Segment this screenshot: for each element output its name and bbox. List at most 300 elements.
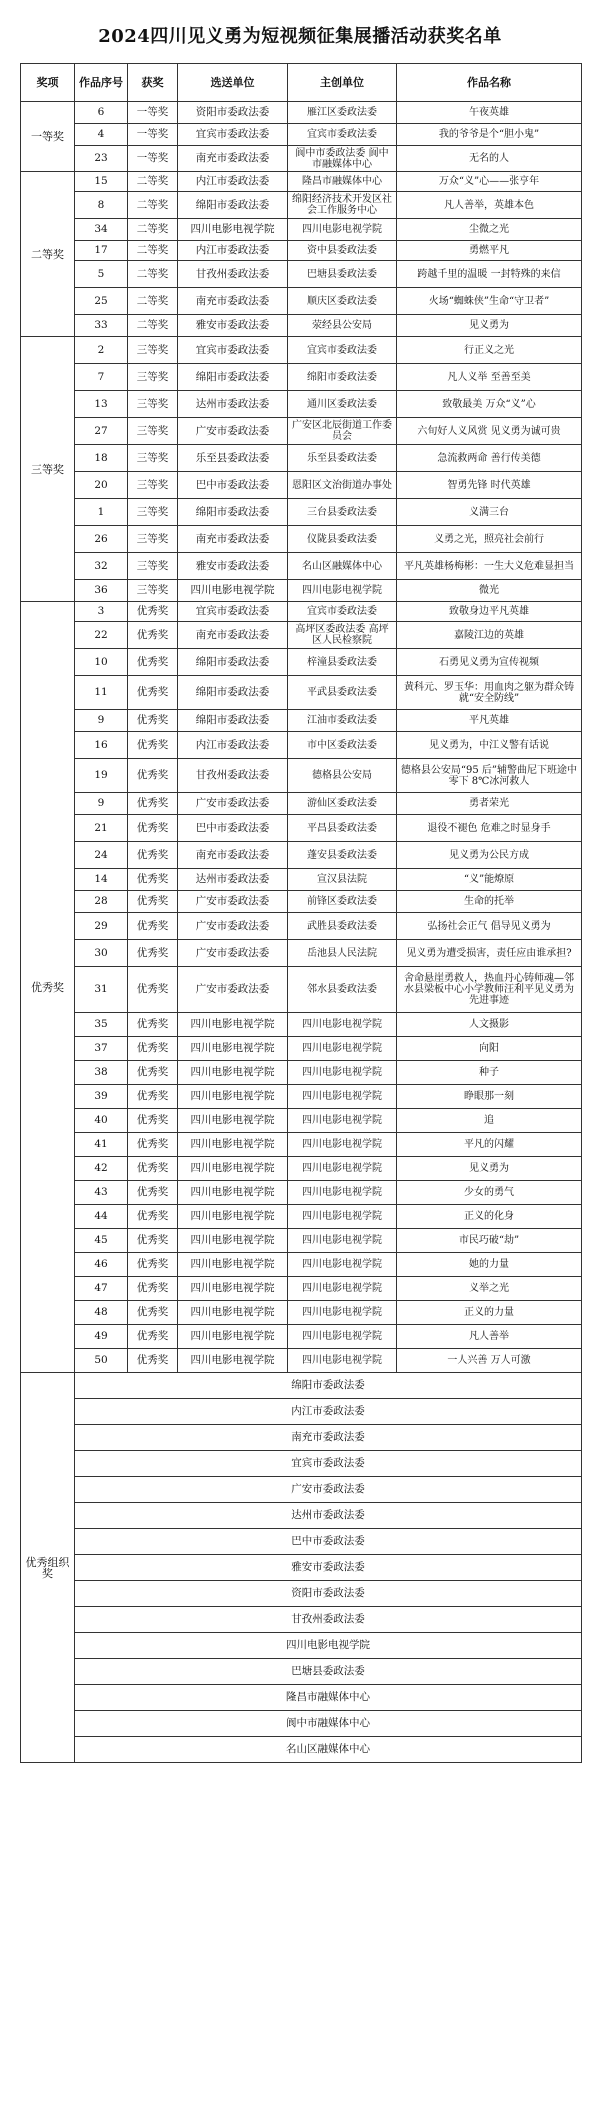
title-cell: 微光 [397,580,582,602]
award-cell: 优秀奖 [128,710,178,732]
number-cell: 33 [75,315,128,337]
title-cell: 急流救两命 善行传美德 [397,445,582,472]
submitter-cell: 四川电影电视学院 [178,1061,288,1085]
title-cell: 退役不褪色 危难之时显身手 [397,815,582,842]
award-cell: 优秀奖 [128,815,178,842]
title-cell: 智勇先锋 时代英雄 [397,472,582,499]
creator-cell: 四川电影电视学院 [288,1325,397,1349]
award-cell: 一等奖 [128,146,178,172]
org-unit-cell: 南充市委政法委 [75,1425,582,1451]
title-cell: 无名的人 [397,146,582,172]
award-cell: 三等奖 [128,472,178,499]
table-row [21,891,582,913]
org-award-row [21,1607,582,1633]
award-cell: 优秀奖 [128,1133,178,1157]
table-row [21,1013,582,1037]
award-cell: 一等奖 [128,124,178,146]
number-cell: 29 [75,913,128,940]
table-row [21,1205,582,1229]
award-cell: 二等奖 [128,241,178,261]
table-row [21,102,582,124]
submitter-cell: 四川电影电视学院 [178,1349,288,1373]
table-row [21,288,582,315]
table-row [21,261,582,288]
award-cell: 优秀奖 [128,1253,178,1277]
org-award-row [21,1373,582,1399]
award-cell: 优秀奖 [128,1325,178,1349]
header-creator: 主创单位 [288,64,397,102]
number-cell: 26 [75,526,128,553]
title-cell: 凡人义举 至善至美 [397,364,582,391]
number-cell: 16 [75,732,128,759]
creator-cell: 三台县委政法委 [288,499,397,526]
award-cell: 三等奖 [128,553,178,580]
submitter-cell: 南充市委政法委 [178,526,288,553]
table-row [21,676,582,710]
number-cell: 20 [75,472,128,499]
number-cell: 32 [75,553,128,580]
creator-cell: 蓬安县委政法委 [288,842,397,869]
submitter-cell: 绵阳市委政法委 [178,710,288,732]
number-cell: 10 [75,649,128,676]
number-cell: 27 [75,418,128,445]
number-cell: 11 [75,676,128,710]
title-cell: 生命的托举 [397,891,582,913]
page-title: 2024四川见义勇为短视频征集展播活动获奖名单 [98,26,502,47]
title-cell: 追 [397,1109,582,1133]
submitter-cell: 甘孜州委政法委 [178,759,288,793]
submitter-cell: 宜宾市委政法委 [178,124,288,146]
creator-cell: 阆中市委政法委 阆中市融媒体中心 [288,146,397,172]
creator-cell: 高坪区委政法委 高坪区人民检察院 [288,622,397,649]
award-cell: 三等奖 [128,580,178,602]
category-cell: 三等奖 [21,337,75,602]
submitter-cell: 四川电影电视学院 [178,580,288,602]
title-cell: 平凡英雄杨梅彬：一生大义危难显担当 [397,553,582,580]
table-row [21,710,582,732]
submitter-cell: 四川电影电视学院 [178,1013,288,1037]
creator-cell: 四川电影电视学院 [288,580,397,602]
number-cell: 37 [75,1037,128,1061]
number-cell: 44 [75,1205,128,1229]
org-unit-cell: 隆昌市融媒体中心 [75,1685,582,1711]
table-row [21,364,582,391]
number-cell: 43 [75,1181,128,1205]
creator-cell: 荥经县公安局 [288,315,397,337]
org-award-row [21,1399,582,1425]
creator-cell: 德格县公安局 [288,759,397,793]
title-cell: 舍命悬崖勇救人，热血丹心铸师魂—邻水县梁板中心小学教师汪利平见义勇为先进事迹 [397,967,582,1013]
org-award-row [21,1451,582,1477]
creator-cell: 绵阳市委政法委 [288,364,397,391]
number-cell: 30 [75,940,128,967]
number-cell: 47 [75,1277,128,1301]
title-cell: 正义的化身 [397,1205,582,1229]
submitter-cell: 四川电影电视学院 [178,1157,288,1181]
creator-cell: 四川电影电视学院 [288,1133,397,1157]
creator-cell: 四川电影电视学院 [288,1229,397,1253]
submitter-cell: 绵阳市委政法委 [178,676,288,710]
header-award: 获奖 [128,64,178,102]
header-row [21,64,582,102]
submitter-cell: 四川电影电视学院 [178,1037,288,1061]
title-cell: 火场“蜘蛛侠”生命“守卫者” [397,288,582,315]
number-cell: 38 [75,1061,128,1085]
submitter-cell: 绵阳市委政法委 [178,499,288,526]
number-cell: 46 [75,1253,128,1277]
award-cell: 一等奖 [128,102,178,124]
title-cell: 义举之光 [397,1277,582,1301]
submitter-cell: 内江市委政法委 [178,241,288,261]
submitter-cell: 广安市委政法委 [178,940,288,967]
award-cell: 三等奖 [128,526,178,553]
org-award-row [21,1633,582,1659]
number-cell: 6 [75,102,128,124]
title-cell: 正义的力量 [397,1301,582,1325]
table-row [21,1181,582,1205]
title-cell: 见义勇为遭受损害，责任应由谁承担? [397,940,582,967]
table-row [21,793,582,815]
award-cell: 优秀奖 [128,1349,178,1373]
table-row [21,172,582,192]
submitter-cell: 四川电影电视学院 [178,1253,288,1277]
creator-cell: 四川电影电视学院 [288,1181,397,1205]
submitter-cell: 广安市委政法委 [178,891,288,913]
number-cell: 9 [75,710,128,732]
title-cell: 跨越千里的温暖 一封特殊的来信 [397,261,582,288]
org-unit-cell: 绵阳市委政法委 [75,1373,582,1399]
creator-cell: 绵阳经济技术开发区社会工作服务中心 [288,192,397,219]
creator-cell: 四川电影电视学院 [288,1157,397,1181]
creator-cell: 通川区委政法委 [288,391,397,418]
creator-cell: 平昌县委政法委 [288,815,397,842]
submitter-cell: 四川电影电视学院 [178,1325,288,1349]
table-row [21,192,582,219]
award-cell: 优秀奖 [128,759,178,793]
table-row [21,445,582,472]
org-award-row [21,1477,582,1503]
org-unit-cell: 甘孜州委政法委 [75,1607,582,1633]
award-cell: 二等奖 [128,192,178,219]
number-cell: 18 [75,445,128,472]
submitter-cell: 四川电影电视学院 [178,1109,288,1133]
table-row [21,1253,582,1277]
table-row [21,602,582,622]
award-cell: 优秀奖 [128,1301,178,1325]
number-cell: 35 [75,1013,128,1037]
creator-cell: 四川电影电视学院 [288,1253,397,1277]
submitter-cell: 达州市委政法委 [178,391,288,418]
submitter-cell: 内江市委政法委 [178,172,288,192]
award-cell: 优秀奖 [128,793,178,815]
category-cell: 一等奖 [21,102,75,172]
submitter-cell: 乐至县委政法委 [178,445,288,472]
header-title: 作品名称 [397,64,582,102]
submitter-cell: 四川电影电视学院 [178,1205,288,1229]
number-cell: 31 [75,967,128,1013]
title-cell: 午夜英雄 [397,102,582,124]
header-number: 作品序号 [75,64,128,102]
org-unit-cell: 宜宾市委政法委 [75,1451,582,1477]
title-cell: 嘉陵江边的英雄 [397,622,582,649]
title-cell: 勇者荣光 [397,793,582,815]
award-cell: 三等奖 [128,364,178,391]
title-cell: 睁眼那一刻 [397,1085,582,1109]
submitter-cell: 巴中市委政法委 [178,815,288,842]
org-award-row [21,1737,582,1763]
category-cell: 二等奖 [21,172,75,337]
award-table [20,63,582,1763]
title-cell: 致敬身边平凡英雄 [397,602,582,622]
table-row [21,815,582,842]
number-cell: 4 [75,124,128,146]
title-cell: 见义勇为，中江义警有话说 [397,732,582,759]
table-row [21,1277,582,1301]
title-cell: 向阳 [397,1037,582,1061]
title-cell: 行正义之光 [397,337,582,364]
table-row [21,967,582,1013]
submitter-cell: 宜宾市委政法委 [178,337,288,364]
submitter-cell: 雅安市委政法委 [178,315,288,337]
creator-cell: 宜宾市委政法委 [288,124,397,146]
award-cell: 优秀奖 [128,1013,178,1037]
table-row [21,649,582,676]
title-cell: 尘微之光 [397,219,582,241]
submitter-cell: 内江市委政法委 [178,732,288,759]
submitter-cell: 广安市委政法委 [178,793,288,815]
submitter-cell: 宜宾市委政法委 [178,602,288,622]
number-cell: 40 [75,1109,128,1133]
creator-cell: 邻水县委政法委 [288,967,397,1013]
org-unit-cell: 名山区融媒体中心 [75,1737,582,1763]
submitter-cell: 四川电影电视学院 [178,219,288,241]
table-row [21,1301,582,1325]
creator-cell: 隆昌市融媒体中心 [288,172,397,192]
creator-cell: 宜宾市委政法委 [288,337,397,364]
award-cell: 三等奖 [128,445,178,472]
org-unit-cell: 雅安市委政法委 [75,1555,582,1581]
title-cell: 少女的勇气 [397,1181,582,1205]
number-cell: 24 [75,842,128,869]
creator-cell: 游仙区委政法委 [288,793,397,815]
submitter-cell: 四川电影电视学院 [178,1133,288,1157]
creator-cell: 顺庆区委政法委 [288,288,397,315]
submitter-cell: 甘孜州委政法委 [178,261,288,288]
title-cell: “义”能燎原 [397,869,582,891]
table-row [21,472,582,499]
title-cell: 人文摄影 [397,1013,582,1037]
creator-cell: 四川电影电视学院 [288,1205,397,1229]
org-award-row [21,1425,582,1451]
title-cell: 平凡的闪耀 [397,1133,582,1157]
submitter-cell: 雅安市委政法委 [178,553,288,580]
table-row [21,1085,582,1109]
creator-cell: 四川电影电视学院 [288,1277,397,1301]
number-cell: 14 [75,869,128,891]
creator-cell: 仪陇县委政法委 [288,526,397,553]
award-cell: 优秀奖 [128,1109,178,1133]
award-cell: 优秀奖 [128,869,178,891]
award-cell: 二等奖 [128,172,178,192]
award-cell: 优秀奖 [128,676,178,710]
number-cell: 1 [75,499,128,526]
submitter-cell: 四川电影电视学院 [178,1085,288,1109]
title-cell: 致敬最美 万众“义”心 [397,391,582,418]
title-cell: 见义勇为 [397,315,582,337]
submitter-cell: 南充市委政法委 [178,288,288,315]
title-cell: 凡人善举 [397,1325,582,1349]
org-award-row [21,1581,582,1607]
award-cell: 优秀奖 [128,622,178,649]
number-cell: 39 [75,1085,128,1109]
title-cell: 凡人善举，英雄本色 [397,192,582,219]
number-cell: 25 [75,288,128,315]
award-cell: 优秀奖 [128,842,178,869]
number-cell: 22 [75,622,128,649]
creator-cell: 广安区北辰街道工作委员会 [288,418,397,445]
table-row [21,1229,582,1253]
creator-cell: 四川电影电视学院 [288,1061,397,1085]
creator-cell: 梓潼县委政法委 [288,649,397,676]
number-cell: 45 [75,1229,128,1253]
table-row [21,869,582,891]
creator-cell: 四川电影电视学院 [288,219,397,241]
table-row [21,913,582,940]
creator-cell: 江油市委政法委 [288,710,397,732]
number-cell: 15 [75,172,128,192]
table-body [21,102,582,1763]
table-row [21,418,582,445]
creator-cell: 雁江区委政法委 [288,102,397,124]
title-cell: 勇燃平凡 [397,241,582,261]
creator-cell: 巴塘县委政法委 [288,261,397,288]
title-cell: 见义勇为 [397,1157,582,1181]
org-award-row [21,1529,582,1555]
number-cell: 5 [75,261,128,288]
number-cell: 17 [75,241,128,261]
title-cell: 黄科元、罗玉华：用血肉之躯为群众铸就“安全防线” [397,676,582,710]
title-cell: 我的爷爷是个“胆小鬼” [397,124,582,146]
number-cell: 28 [75,891,128,913]
submitter-cell: 南充市委政法委 [178,622,288,649]
table-row [21,219,582,241]
org-unit-cell: 资阳市委政法委 [75,1581,582,1607]
award-cell: 二等奖 [128,288,178,315]
submitter-cell: 四川电影电视学院 [178,1277,288,1301]
table-row [21,1133,582,1157]
number-cell: 23 [75,146,128,172]
title-cell: 一人兴善 万人可激 [397,1349,582,1373]
number-cell: 9 [75,793,128,815]
award-cell: 二等奖 [128,261,178,288]
table-row [21,241,582,261]
number-cell: 36 [75,580,128,602]
org-award-row [21,1685,582,1711]
award-cell: 优秀奖 [128,1085,178,1109]
creator-cell: 四川电影电视学院 [288,1301,397,1325]
title-cell: 德格县公安局“95 后”辅警曲尼下班途中零下 8℃冰河救人 [397,759,582,793]
submitter-cell: 巴中市委政法委 [178,472,288,499]
creator-cell: 岳池县人民法院 [288,940,397,967]
org-unit-cell: 内江市委政法委 [75,1399,582,1425]
submitter-cell: 达州市委政法委 [178,869,288,891]
award-cell: 优秀奖 [128,1181,178,1205]
award-cell: 优秀奖 [128,940,178,967]
award-cell: 优秀奖 [128,967,178,1013]
award-cell: 优秀奖 [128,602,178,622]
award-cell: 优秀奖 [128,1229,178,1253]
title-cell: 石勇见义勇为宣传视频 [397,649,582,676]
submitter-cell: 四川电影电视学院 [178,1301,288,1325]
org-unit-cell: 广安市委政法委 [75,1477,582,1503]
title-cell: 万众“义”心——张亨年 [397,172,582,192]
award-cell: 优秀奖 [128,1157,178,1181]
table-row [21,1157,582,1181]
org-award-row [21,1555,582,1581]
header-submitter: 选送单位 [178,64,288,102]
creator-cell: 四川电影电视学院 [288,1085,397,1109]
award-cell: 优秀奖 [128,1037,178,1061]
table-row [21,146,582,172]
submitter-cell: 资阳市委政法委 [178,102,288,124]
table-row [21,1061,582,1085]
table-row [21,315,582,337]
creator-cell: 四川电影电视学院 [288,1349,397,1373]
creator-cell: 宣汉县法院 [288,869,397,891]
submitter-cell: 南充市委政法委 [178,842,288,869]
submitter-cell: 广安市委政法委 [178,967,288,1013]
table-row [21,526,582,553]
title-cell: 平凡英雄 [397,710,582,732]
title-cell: 义满三台 [397,499,582,526]
submitter-cell: 四川电影电视学院 [178,1181,288,1205]
org-unit-cell: 达州市委政法委 [75,1503,582,1529]
number-cell: 2 [75,337,128,364]
creator-cell: 四川电影电视学院 [288,1109,397,1133]
creator-cell: 平武县委政法委 [288,676,397,710]
number-cell: 48 [75,1301,128,1325]
table-row [21,759,582,793]
table-row [21,553,582,580]
table-row [21,842,582,869]
creator-cell: 前锋区委政法委 [288,891,397,913]
title-cell: 市民巧破“劫” [397,1229,582,1253]
award-cell: 三等奖 [128,418,178,445]
creator-cell: 宜宾市委政法委 [288,602,397,622]
creator-cell: 市中区委政法委 [288,732,397,759]
table-row [21,580,582,602]
award-cell: 二等奖 [128,219,178,241]
org-award-row [21,1659,582,1685]
submitter-cell: 绵阳市委政法委 [178,364,288,391]
table-row [21,732,582,759]
award-cell: 优秀奖 [128,1061,178,1085]
table-row [21,1037,582,1061]
org-unit-cell: 阆中市融媒体中心 [75,1711,582,1737]
number-cell: 13 [75,391,128,418]
creator-cell: 武胜县委政法委 [288,913,397,940]
number-cell: 41 [75,1133,128,1157]
table-row [21,940,582,967]
table-row [21,499,582,526]
table-row [21,622,582,649]
table-row [21,124,582,146]
org-award-row [21,1503,582,1529]
creator-cell: 恩阳区文治街道办事处 [288,472,397,499]
creator-cell: 资中县委政法委 [288,241,397,261]
creator-cell: 四川电影电视学院 [288,1037,397,1061]
award-cell: 三等奖 [128,391,178,418]
